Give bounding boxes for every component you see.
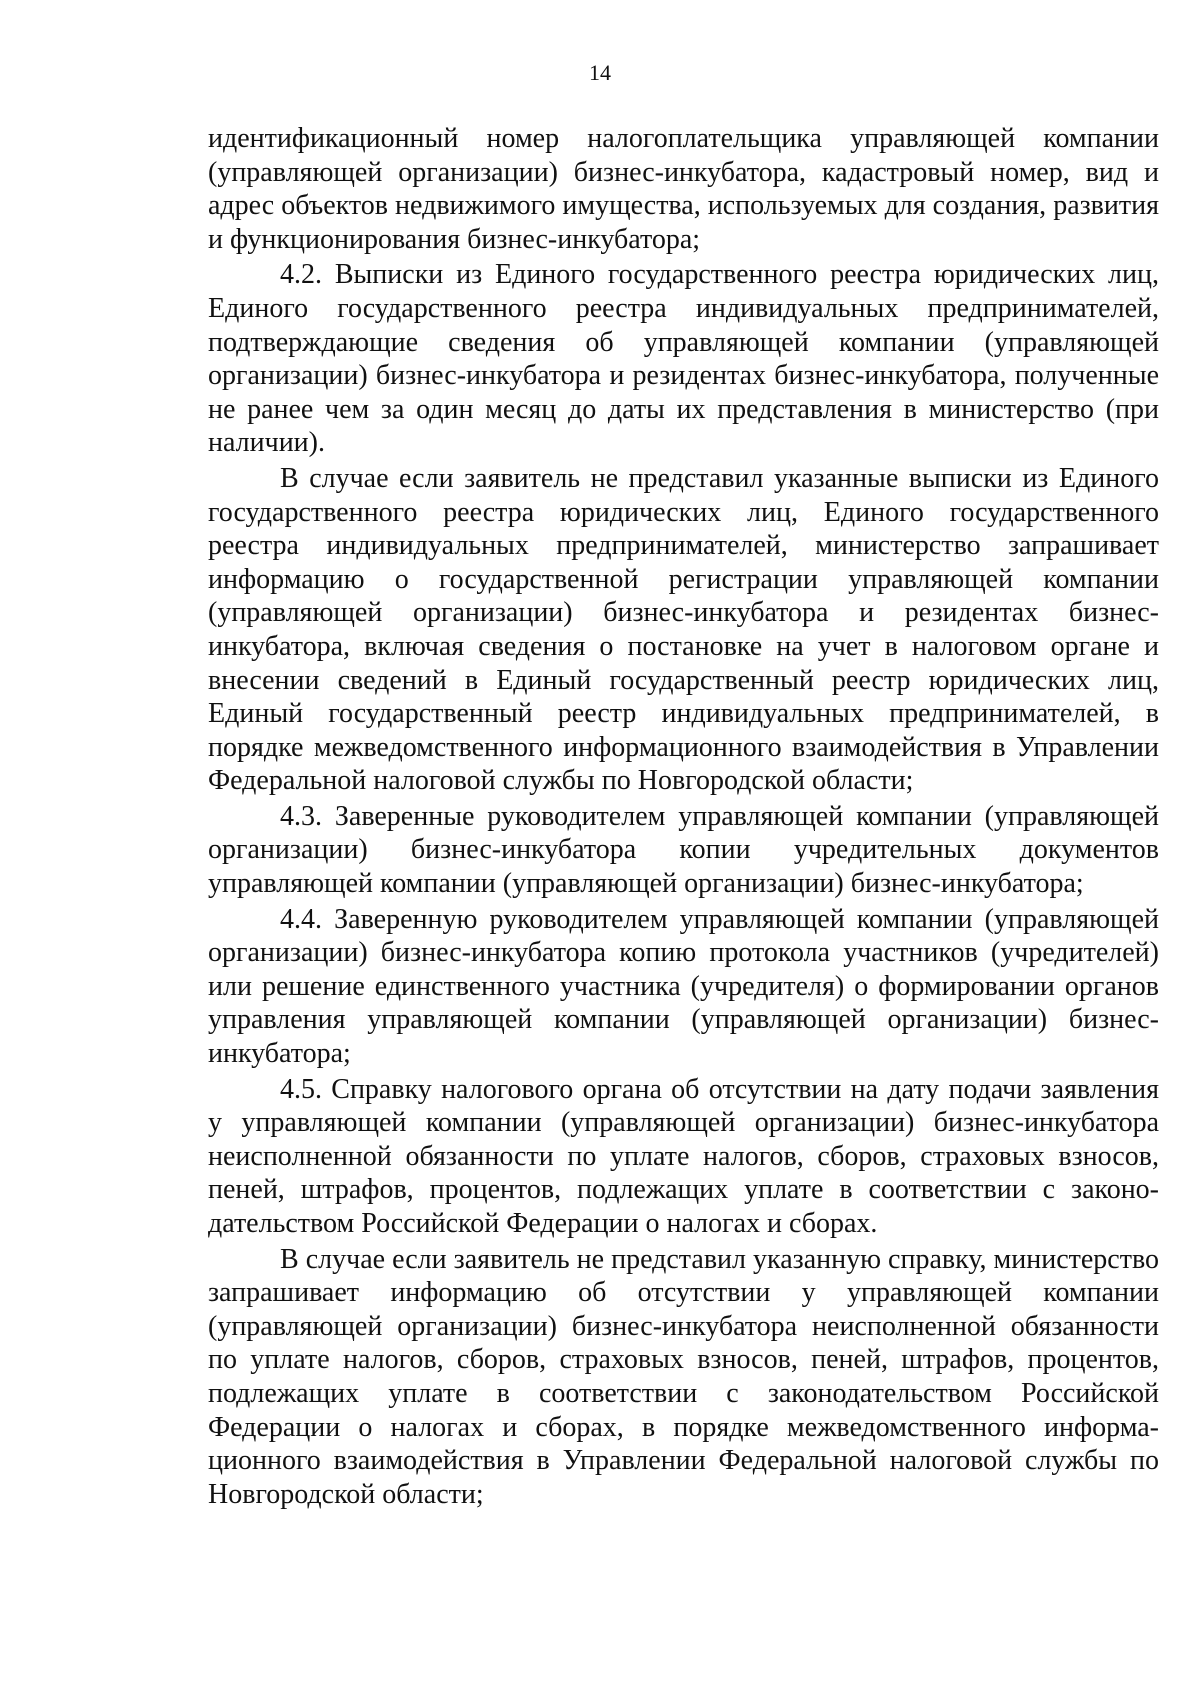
paragraph-4-5: 4.5. Справку налогового органа об отсутствии на дату подачи заявления у управляющей компании (управляющей организации) бизнес-инкубатора неисполненной обязанности по уплате налогов, сборов, страховых взносов, пеней, штрафов, процентов, подлежащих уплате в соответствии с законодательством Российской Федерации о налогах и сборах. xyxy=(208,1073,1159,1239)
page-number: 14 xyxy=(589,60,611,85)
paragraph-4-3: 4.3. Заверенные руководителем управляющей компании (управляющей организации) бизнес-инкубатора копии учредительных документов управляющей компании (управляющей организации) бизнес-инкубатора; xyxy=(208,800,1159,900)
paragraph-4-4: 4.4. Заверенную руководителем управляющей компании (управляющей организации) бизнес-инкубатора копию протокола участников (учредителей) или решение единственного участника (учредителя) о формировании органов управления управляющей компании (управляющей организации) бизнес-инкубатора; xyxy=(208,903,1159,1070)
paragraph: В случае если заявитель не представил указанные выписки из Единого государственного реестра юридических лиц, Единого государственного реестра индивидуальных предпринимателей, министерство запрашивает информацию о государственной регистрации управляющей компании (управляющей организации) бизнес-инкубатора и резидентах бизнес-инкубатора, включая сведения о постановке на учет в налоговом органе и внесении сведений в Единый государственный реестр юридических лиц, Единый государственный реестр индивидуальных предпринимателей, в порядке межведомственного информационного взаимодействия в Управлении Федеральной налоговой службы по Новгородской области; xyxy=(208,462,1159,797)
paragraph: идентификационный номер налогоплательщика управляющей компании (управляющей организации) бизнес-инкубатора, кадастровый номер, вид и адрес объектов недвижимого имущества, используемых для создания, развития и функционирования бизнес-инкубатора; xyxy=(208,123,1159,255)
paragraph-4-2: 4.2. Выписки из Единого государственного реестра юридических лиц, Единого государственного реестра индивидуальных предпринимателей, подтверждающие сведения об управляющей компании (управляющей организации) бизнес-инкубатора и резидентах бизнес-инкубатора, полученные не ранее чем за один месяц до даты их представления в министерство (при наличии). xyxy=(208,259,1159,459)
paragraph: В случае если заявитель не представил указанную справку, министерство запрашивает информацию об отсутствии у управляющей компании (управляющей организации) бизнес-инкубатора неисполненной обязанности по уплате налогов, сборов, страховых взносов, пеней, штрафов, процентов, подлежащих уплате в соответствии с законодательством Российской Федерации о налогах и сборах, в порядке межведомственного информационного взаимодействия в Управлении Федеральной налоговой службы по Новгородской области; xyxy=(208,1243,1159,1510)
document-body xyxy=(208,122,1159,1511)
